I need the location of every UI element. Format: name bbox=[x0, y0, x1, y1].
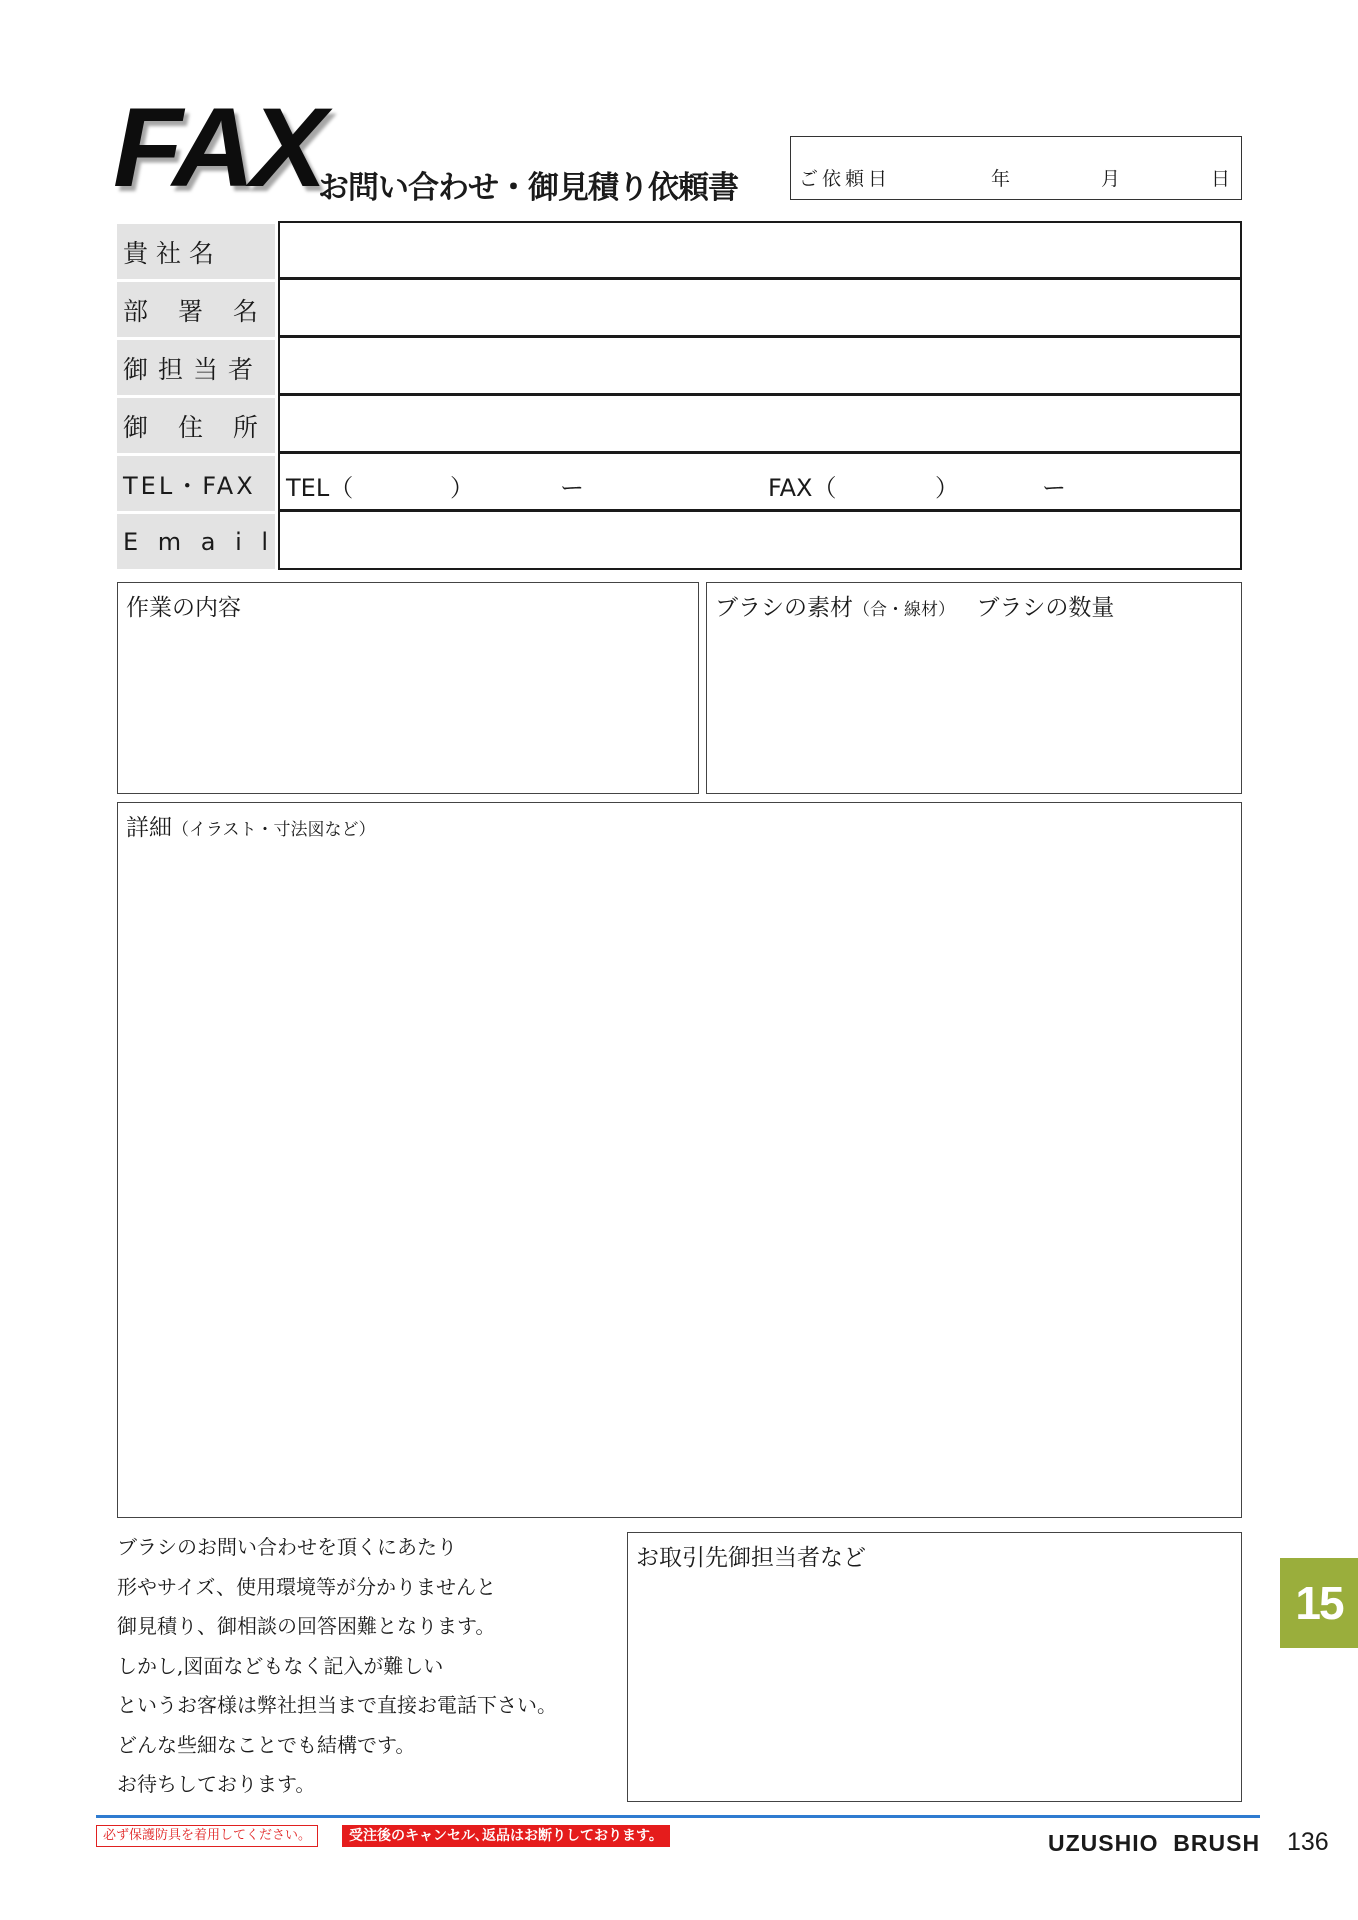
brush-material-label bbox=[715, 589, 1114, 622]
department-field[interactable] bbox=[278, 279, 1242, 337]
page-number: 136 bbox=[1287, 1828, 1329, 1856]
client-contact-box[interactable] bbox=[627, 1532, 1242, 1802]
email-field[interactable] bbox=[278, 511, 1242, 570]
company-name-field[interactable] bbox=[278, 221, 1242, 279]
fax-close-paren: ） bbox=[935, 474, 959, 502]
fax-dash: ー bbox=[1042, 474, 1066, 502]
client-contact-label: お取引先御担当者など bbox=[636, 1545, 866, 1571]
request-date-label: ご依頼日 bbox=[799, 168, 892, 190]
request-date-box[interactable] bbox=[790, 136, 1242, 200]
notes-text bbox=[117, 1528, 557, 1805]
year-label: 年 bbox=[991, 168, 1011, 190]
work-content-box[interactable] bbox=[117, 582, 699, 794]
tel-fax-label: TEL・FAX bbox=[117, 456, 275, 511]
fax-logo: FAX bbox=[112, 85, 323, 210]
quantity-text: ブラシの数量 bbox=[976, 595, 1115, 621]
detail-note: （イラスト・寸法図など） bbox=[172, 820, 376, 840]
day-label: 日 bbox=[1211, 168, 1231, 190]
cancellation-warning: 受注後のキャンセル､返品はお断りしております。 bbox=[342, 1825, 670, 1847]
chapter-tab: 15 bbox=[1280, 1558, 1358, 1648]
material-text: ブラシの素材 bbox=[715, 595, 853, 621]
detail-text: 詳細 bbox=[126, 815, 172, 841]
protective-gear-warning: 必ず保護防具を着用してください。 bbox=[96, 1825, 318, 1847]
brush-material-box[interactable] bbox=[706, 582, 1242, 794]
note-line: どんな些細なことでも結構です。 bbox=[117, 1732, 416, 1757]
detail-box[interactable] bbox=[117, 802, 1242, 1518]
note-line: しかし,図面などもなく記入が難しい bbox=[117, 1653, 444, 1678]
tel-dash: ー bbox=[560, 474, 584, 502]
note-line: 御見積り、御相談の回答困難となります。 bbox=[117, 1614, 496, 1638]
note-line: というお客様は弊社担当まで直接お電話下さい。 bbox=[117, 1693, 557, 1717]
material-note: （合・線材） bbox=[853, 600, 955, 620]
work-content-label: 作業の内容 bbox=[126, 595, 241, 621]
email-label: E m a i l bbox=[117, 514, 275, 569]
company-name-label: 貴 社 名 bbox=[117, 224, 275, 279]
note-line: 形やサイズ、使用環境等が分かりませんと bbox=[117, 1574, 496, 1599]
brand-name: UZUSHIO BRUSH bbox=[1048, 1830, 1261, 1856]
person-in-charge-field[interactable] bbox=[278, 337, 1242, 395]
form-title: お問い合わせ・御見積り依頼書 bbox=[318, 170, 738, 206]
note-line: ブラシのお問い合わせを頂くにあたり bbox=[117, 1535, 457, 1559]
fax-prefix: FAX（ bbox=[768, 474, 837, 502]
address-label: 御 住 所 bbox=[117, 398, 275, 453]
tel-close-paren: ） bbox=[450, 474, 474, 502]
detail-label bbox=[126, 809, 376, 842]
person-in-charge-label: 御担当者 bbox=[117, 340, 275, 395]
footer-divider bbox=[96, 1815, 1260, 1818]
month-label: 月 bbox=[1101, 168, 1121, 190]
address-field[interactable] bbox=[278, 395, 1242, 453]
department-label: 部 署 名 bbox=[117, 282, 275, 337]
note-line: お待ちしております。 bbox=[117, 1772, 316, 1796]
tel-prefix: TEL（ bbox=[286, 474, 354, 502]
tel-fax-field[interactable] bbox=[278, 453, 1242, 511]
